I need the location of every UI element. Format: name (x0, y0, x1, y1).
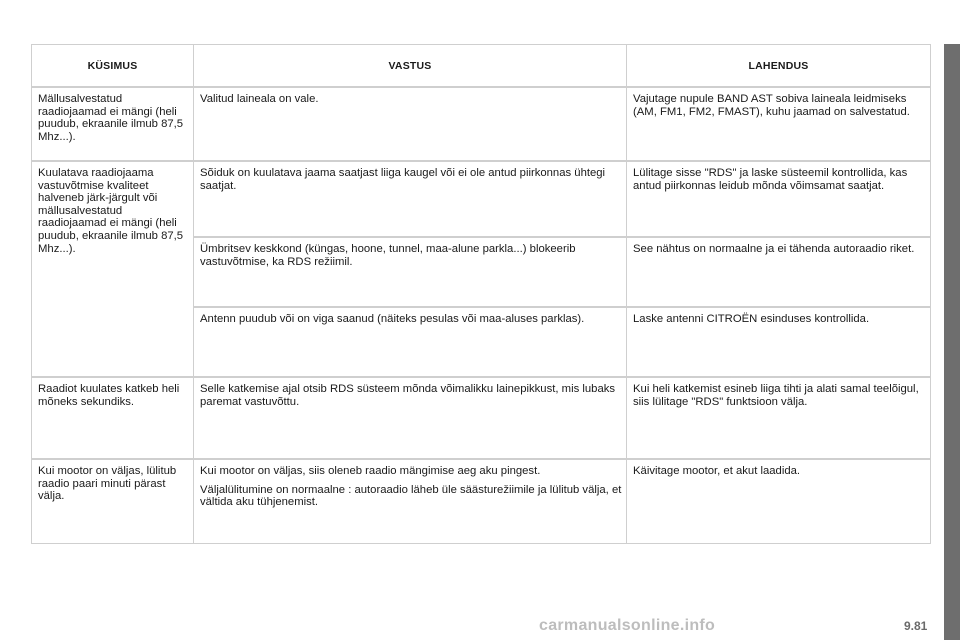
answer-cell: Selle katkemise ajal otsib RDS süsteem mõnda võimalikku lainepikkust, mis lubaks paremat vastuvõttu. (194, 377, 627, 459)
table-header-row (32, 45, 931, 88)
watermark: carmanualsonline.info (539, 617, 716, 634)
table-row (32, 161, 931, 237)
table-row (32, 377, 931, 459)
solution-cell: Käivitage mootor, et akut laadida. (627, 459, 931, 543)
answer-cell: Antenn puudub või on viga saanud (näiteks pesulas või maa-aluses parklas). (194, 307, 627, 377)
header-answer: VASTUS (194, 45, 627, 88)
table-row (32, 459, 931, 543)
question-cell: Raadiot kuulates katkeb heli mõneks sekundiks. (32, 377, 194, 459)
header-solution: LAHENDUS (627, 45, 931, 88)
answer-cell (194, 459, 627, 543)
answer-paragraph: Väljalülitumine on normaalne : autoraadio läheb üle säästurežiimile ja lülitub välja, et vältida aku tühjenemist. (200, 483, 622, 509)
table-row (32, 87, 931, 161)
troubleshooting-table (31, 44, 931, 544)
solution-cell: Lülitage sisse "RDS" ja laske süsteemil kontrollida, kas antud piirkonnas leidub mõnda võimsamat saatjat. (627, 161, 931, 237)
solution-cell: See nähtus on normaalne ja ei tähenda autoraadio riket. (627, 237, 931, 307)
solution-cell: Kui heli katkemist esineb liiga tihti ja alati samal teelõigul, siis lülitage "RDS" funktsioon välja. (627, 377, 931, 459)
answer-cell: Valitud laineala on vale. (194, 87, 627, 161)
answer-cell: Sõiduk on kuulatava jaama saatjast liiga kaugel või ei ole antud piirkonnas ühtegi saatjat. (194, 161, 627, 237)
solution-cell: Laske antenni CITROËN esinduses kontrollida. (627, 307, 931, 377)
page-number: 9.81 (904, 619, 928, 633)
question-cell: Kuulatava raadiojaama vastuvõtmise kvaliteet halveneb järk-järgult või mällusalvestatud raadiojaamad ei mängi (heli puudub, ekraanile ilmub 87,5 Mhz...). (32, 161, 194, 377)
question-cell: Mällusalvestatud raadiojaamad ei mängi (heli puudub, ekraanile ilmub 87,5 Mhz...). (32, 87, 194, 161)
question-cell: Kui mootor on väljas, lülitub raadio paari minuti pärast välja. (32, 459, 194, 543)
solution-cell: Vajutage nupule BAND AST sobiva laineala leidmiseks (AM, FM1, FM2, FMAST), kuhu jaamad on salvestatud. (627, 87, 931, 161)
answer-paragraph: Kui mootor on väljas, siis oleneb raadio mängimise aeg aku pingest. (200, 465, 541, 477)
answer-cell: Ümbritsev keskkond (küngas, hoone, tunnel, maa-alune parkla...) blokeerib vastuvõtmise, ka RDS režiimil. (194, 237, 627, 307)
header-question: KÜSIMUS (32, 45, 194, 88)
side-tab (944, 44, 960, 640)
